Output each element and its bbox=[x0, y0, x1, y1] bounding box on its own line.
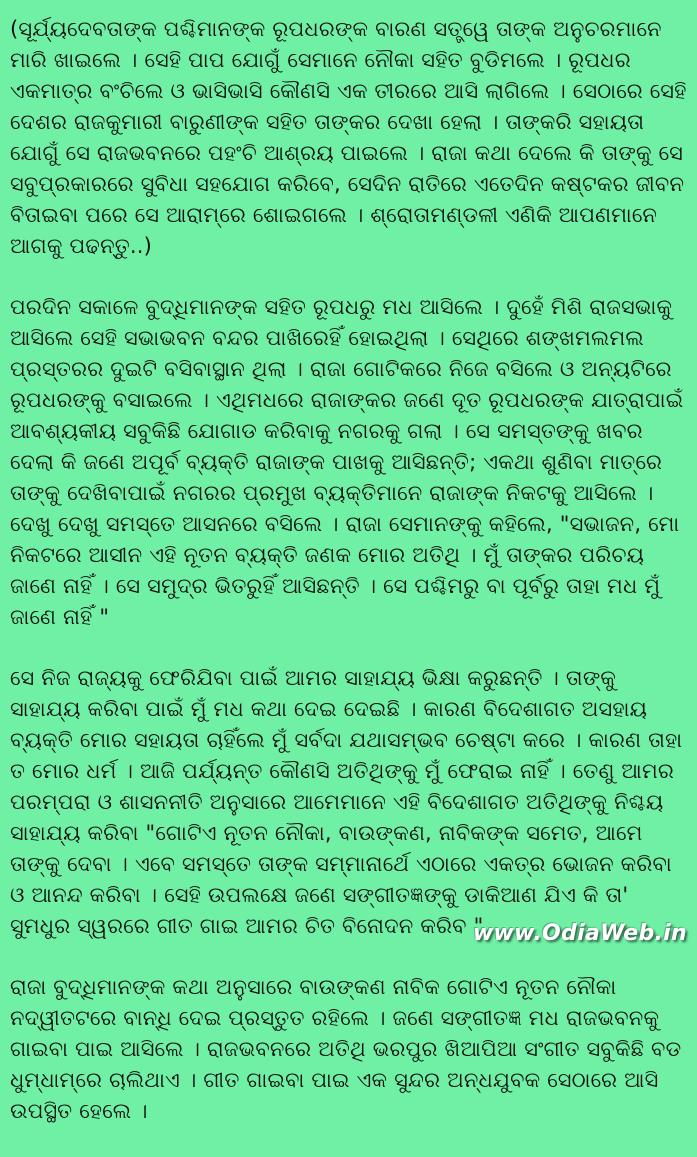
paragraph-1: (ସୂର୍ଯ୍ୟଦେବତାଙ୍କ ପଶ୍ଚିମାନଙ୍କ ରୂପଧରଙ୍କ ବାରଣ ସତ୍ତ୍ୱେ ତାଙ୍କ ଅନୁଚରମାନେ ମାରି ଖାଇଲେ । ସେହି ପାପ ଯୋଗୁଁ ସେମାନେ ନୌକା ସହିତ ବୁଡିମଲେ । ରୂପଧର ଏକମାତ୍ର ବଂଚିଲେ ଓ ଭାସିଭାସି କୌଣସି ଏକ ତୀରରେ ଆସି ଲାଗିଲେ । ସେଠାରେ ସେହି ଦେଶର ରାଜକୁମାରୀ ବାରୁଣୀଙ୍କ ସହିତ ତାଙ୍କର ଦେଖା ହେଲା । ତାଙ୍କରି ସହାୟତା ଯୋଗୁଁ ସେ ରାଜଭବନରେ ପହଂଚି ଆଶ୍ରୟ ପାଇଲେ । ରାଜା କଥା ଦେଲେ କି ତାଙ୍କୁ ସେ ସବୁପ୍ରକାରରେ ସୁବିଧା ସହଯୋଗ କରିବେ, ସେଦିନ ରାତିରେ ଏତେଦିନ କଷ୍ଟକର ଜୀବନ ବିତାଇବା ପରେ ସେ ଆରାମ୍ରେ ଶୋଇଗଲେ । ଶ୍ରୋତାମଣ୍ଡଳୀ ଏଣିକି ଆପଣମାନେ ଆଗକୁ ପଢନ୍ତୁ..) bbox=[10, 17, 687, 258]
paragraph-4: ରାଜା ବୁଦ୍ଧିମାନଙ୍କ କଥା ଅନୁସାରେ ବାଉଙ୍କଣ ନାବିକ ଗୋଟିଏ ନୂତନ ନୌକା ନଦ୍ୱୀତଟରେ ବାନ୍ଧି ଦେଇ ପ୍ରସ୍ତୁତ ରହିଲେ । ଜଣେ ସଙ୍ଗୀତଜ୍ଞ ମଧ ରାଜଭବନକୁ ଗାଇବା ପାଇ ଆସିଲେ । ରାଜଭବନରେ ଅତିଥି ଭରପୁର ଖିଆପିଆ ସଂଗୀତ ସବୁକିଛି ବଡ ଧୁମ୍ଧାମ୍ରେ ଚାଲିଥାଏ । ଗୀତ ଗାଇବା ପାଇ ଏକ ସୁନ୍ଦର ଅନ୍ଧଯୁବକ ସେଠାରେ ଆସି ଉପସ୍ଥିତ ହେଲେ । bbox=[10, 975, 682, 1123]
site-watermark: www.OdiaWeb.in bbox=[472, 921, 687, 946]
story-text-block bbox=[10, 14, 688, 1157]
paragraph-2: ପରଦିନ ସକାଳେ ବୁଦ୍ଧିମାନଙ୍କ ସହିତ ରୂପଧରୁ ମଧ ଆସିଲେ । ଦୁହେଁ ମିଶି ରାଜସଭାକୁ ଆସିଲେ ସେହି ସଭାଭବନ ବନ୍ଦର ପାଖିରେହିଁ ହୋଇଥିଲା । ସେଥିରେ ଶଙ୍ଖମଲମଲ ପ୍ରସ୍ତରର ଦୁଇଟି ବସିବାସ୍ଥାନ ଥିଲା । ରାଜା ଗୋଟିକରେ ନିଜେ ବସିଲେ ଓ ଅନ୍ୟଟିରେ ରୂପଧରଙ୍କୁ ବସାଇଲେ । ଏଥିମଧରେ ରାଜାଙ୍କର ଜଣେ ଦୂତ ରୂପଧରଙ୍କ ଯାତ୍ରାପାଇଁ ଆବଶ୍ୟକୀୟ ସବୁକିଛି ଯୋଗାଡ କରିବାକୁ ନଗରକୁ ଗଲା । ସେ ସମସ୍ତଙ୍କୁ ଖବର ଦେଲା କି ଜଣେ ଅପୂର୍ବ ବ୍ୟକ୍ତି ରାଜାଙ୍କ ପାଖକୁ ଆସିଛନ୍ତି; ଏକଥା ଶୁଣିବା ମାତ୍ରେ ତାଙ୍କୁ ଦେଖିବାପାଇଁ ନଗରର ପ୍ରମୁଖ ବ୍ୟକ୍ତିମାନେ ରାଜାଙ୍କ ନିକଟକୁ ଆସିଲେ । ଦେଖୁ ଦେଖୁ ସମସ୍ତେ ଆସନରେ ବସିଲେ । ରାଜା ସେମାନଙ୍କୁ କହିଲେ, "ସଭାଜନ, ମୋ ନିକଟରେ ଆସୀନ ଏହି ନୂତନ ବ୍ୟକ୍ତି ଜଣକ ମୋର ଅତିଥି । ମୁଁ ତାଙ୍କର ପରିଚୟ ଜାଣେ ନାହିଁ । ସେ ସମୁଦ୍ର ଭିତରୁହିଁ ଆସିଛନ୍ତି । ସେ ପଶ୍ଚିମରୁ ବା ପୂର୍ବରୁ ତାହା ମଧ ମୁଁ ଜାଣେ ନାହିଁ " bbox=[10, 295, 684, 629]
paragraph-3: ସେ ନିଜ ରାଜ୍ୟକୁ ଫେରିଯିବା ପାଇଁ ଆମର ସାହାଯ୍ୟ ଭିକ୍ଷା କରୁଛନ୍ତି । ତାଙ୍କୁ ସାହାଯ୍ୟ କରିବା ପାଇଁ ମୁଁ ମଧ କଥା ଦେଇ ଦେଇଛି । କାରଣ ବିଦେଶାଗତ ଅସହାୟ ବ୍ୟକ୍ତି ମୋର ସହାୟତା ଚାହିଁଲେ ମୁଁ ସର୍ବଦା ଯଥାସମ୍ଭବ ଚେଷ୍ଟା କରେ । କାରଣ ତାହା ତ ମୋର ଧର୍ମ । ଆଜି ପର୍ଯ୍ୟନ୍ତ କୌଣସି ଅତିଥିଙ୍କୁ ମୁଁ ଫେରାଇ ନାହିଁ । ତେଣୁ ଆମର ପରମ୍ପରା ଓ ଶାସନନୀତି ଅନୁସାରେ ଆମେମାନେ ଏହି ବିଦେଶାଗତ ଅତିଥିଙ୍କୁ ନିଶ୍ଚୟ ସାହାଯ୍ୟ କରିବା "ଗୋଟିଏ ନୂତନ ନୌକା, ବାଉଙ୍କଣ, ନାବିକଙ୍କ ସମେତ, ଆମେ ତାଙ୍କୁ ଦେବା । ଏବେ ସମସ୍ତେ ତାଙ୍କ ସମ୍ମାନାର୍ଥେ ଏଠାରେ ଏକତ୍ର ଭୋଜନ କରିବା ଓ ଆନନ୍ଦ କରିବା । ସେହି ଉପଲକ୍ଷେ ଜଣେ ସଙ୍ଗୀତଜ୍ଞଙ୍କୁ ଡାକିଆଣ ଯିଏ କି ତା' ସୁମଧୁର ସ୍ୱରରେ ଗୀତ ଗାଇ ଆମର ଚିତ ବିନୋଦନ କରିବ " bbox=[10, 666, 683, 938]
